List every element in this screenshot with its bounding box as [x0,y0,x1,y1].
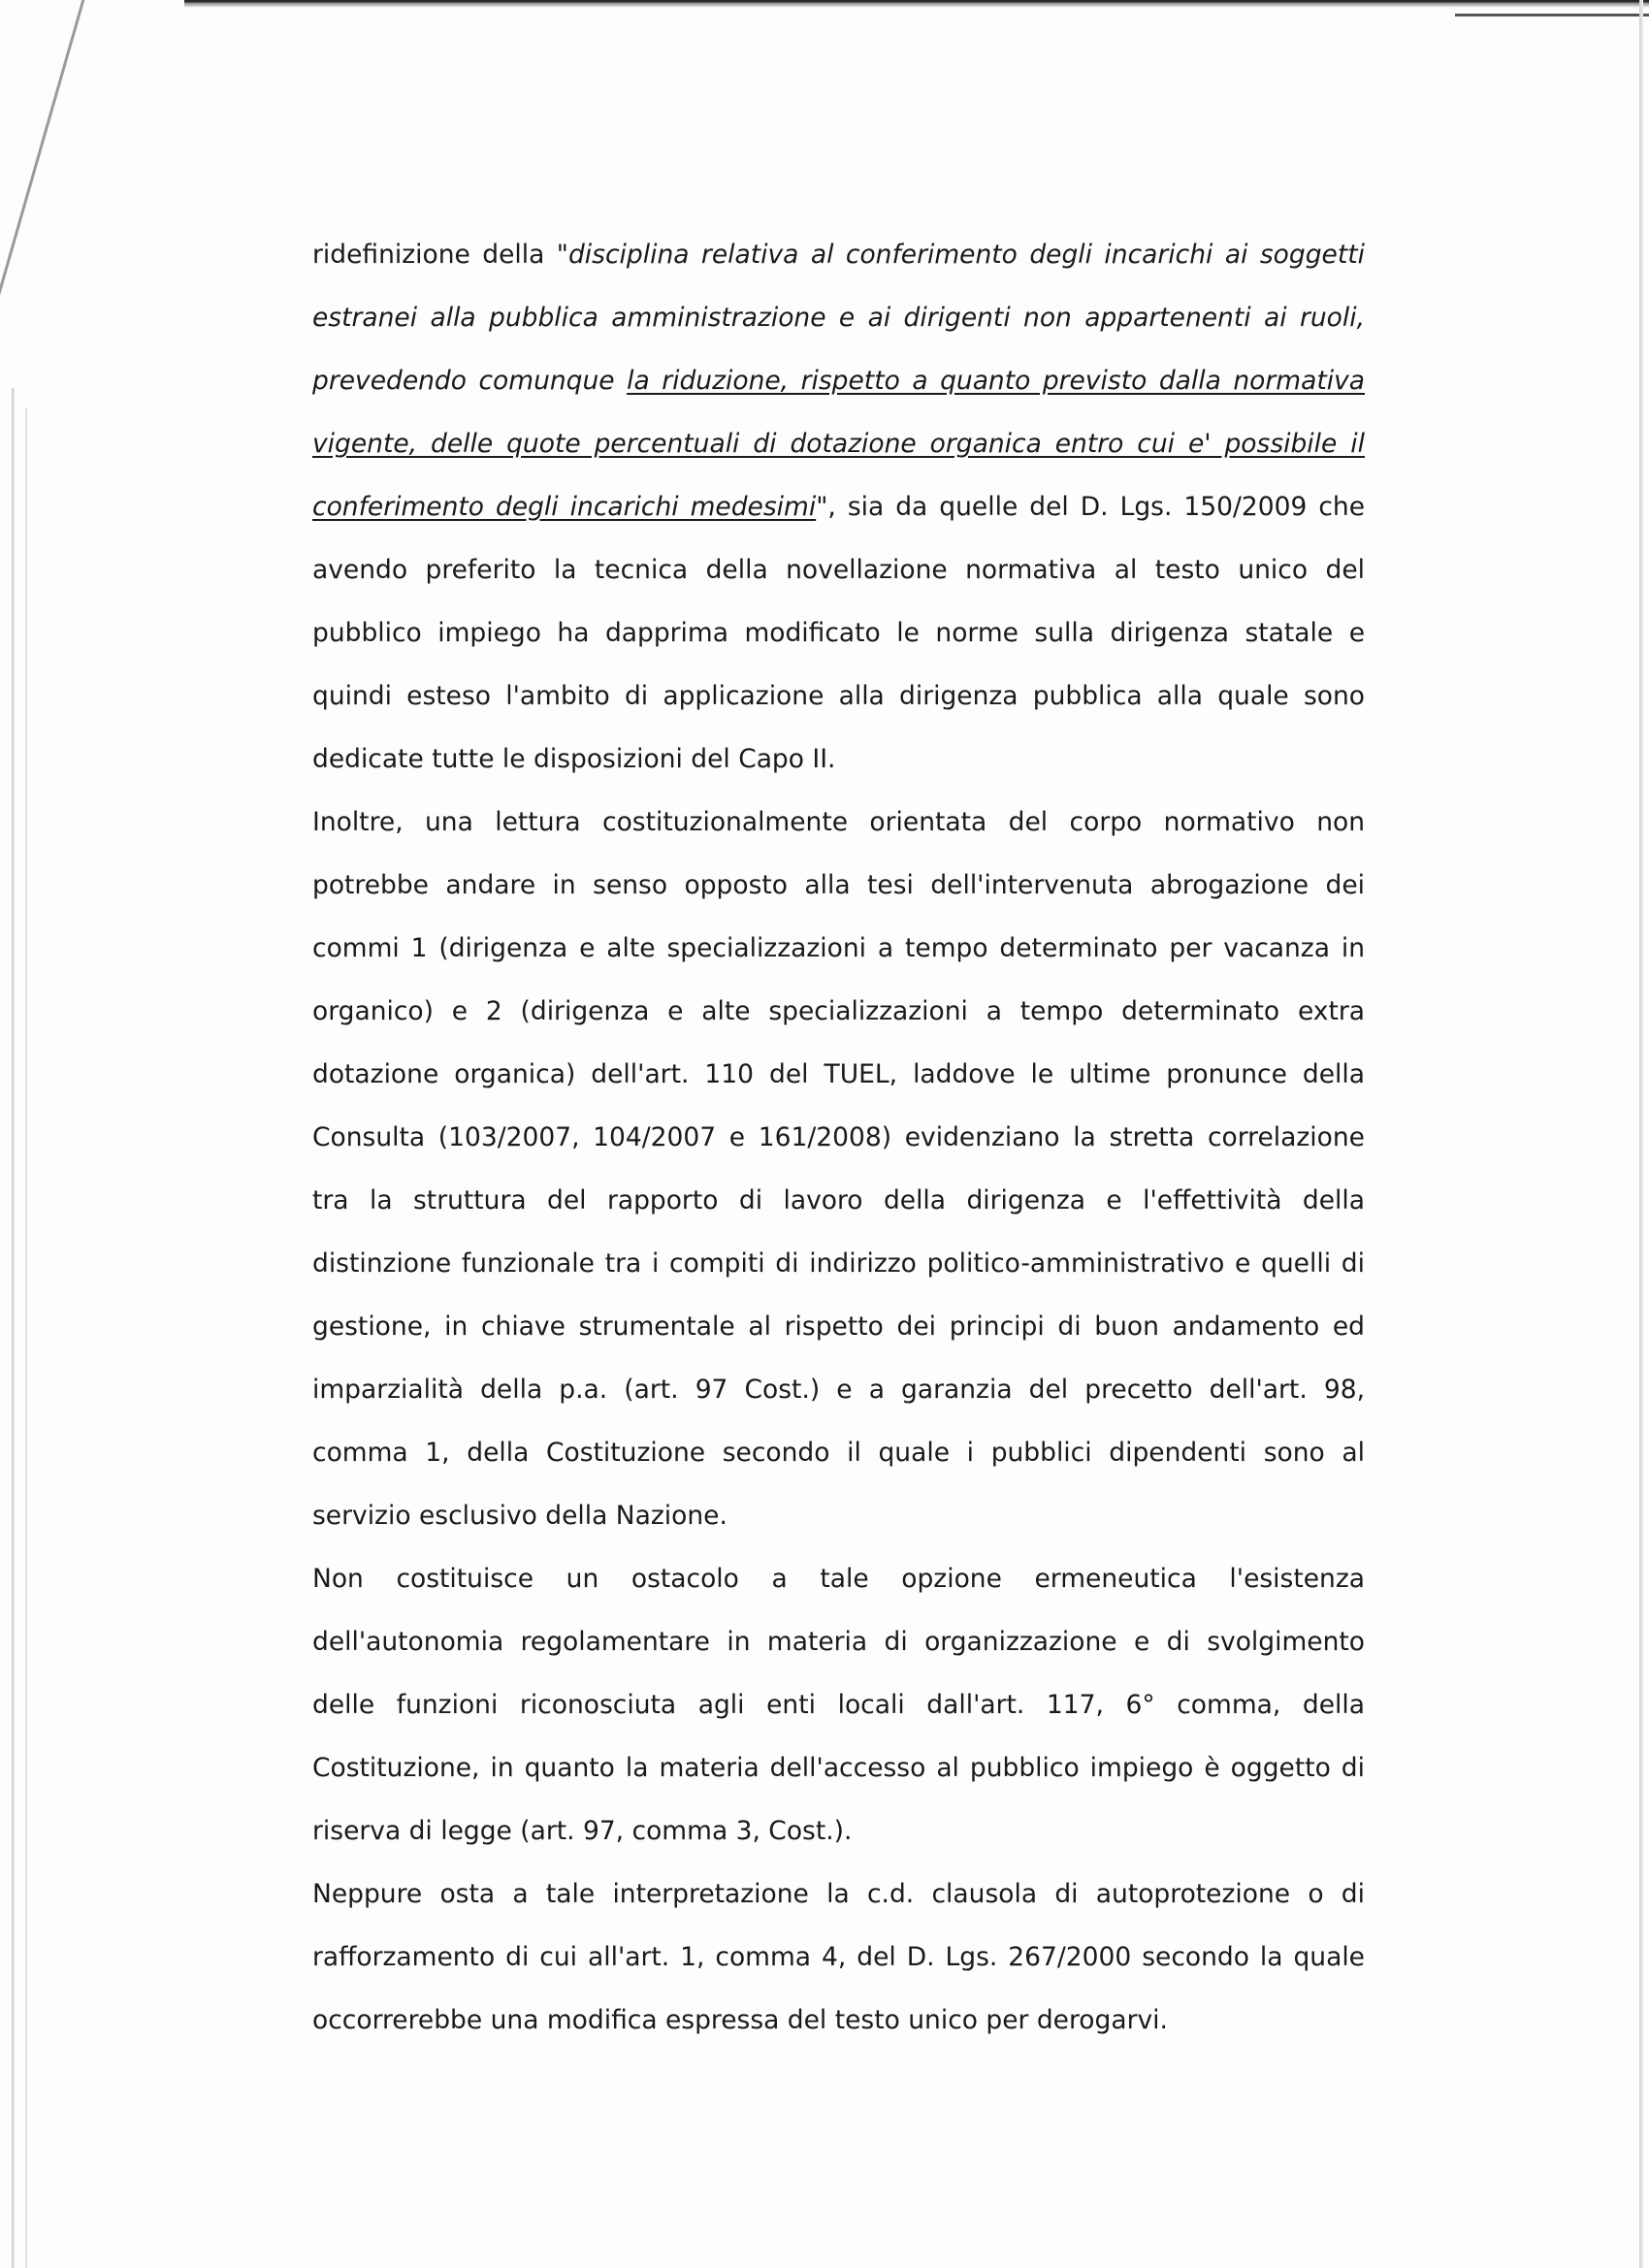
text-segment: ridefinizione della " [312,240,568,270]
scan-edge-top-secondary [1455,14,1649,16]
paragraph-4 [312,1863,1365,2052]
document-body [312,223,1365,2052]
text-segment-italic-underlined: la riduzione, rispetto a quanto previsto dalla normativa vigente, delle quote percentuali di dotazione organica entro cui e' possibile il conferimento degli incarichi medesimi [312,366,1365,522]
paragraph-2 [312,791,1365,1547]
text-segment-italic: " [816,492,828,522]
scan-edge-left-diagonal [0,0,90,373]
text-segment: , sia da quelle del D. Lgs. 150/2009 che avendo preferito la tecnica della novellazione normativa al testo unico del pubblico impiego ha dapprima modificato le norme sulla dirigenza statale e quindi esteso l'ambito di applicazione alla dirigenza pubblica alla quale sono dedicate tutte le disposizioni del Capo II. [312,492,1365,774]
text-segment-italic: disciplina relativa al conferimento degli incarichi ai soggetti estranei alla pubblica amministrazione e ai dirigenti non appartenenti ai ruoli, prevedendo comunque [312,240,1365,396]
scan-edge-left-inner [25,407,27,2268]
scan-edge-top [184,0,1649,8]
scan-edge-right [1639,0,1643,2268]
text-segment: Neppure osta a tale interpretazione la c.d. clausola di autoprotezione o di rafforzamento di cui all'art. 1, comma 4, del D. Lgs. 267/2000 secondo la quale occorrerebbe una modifica espressa del testo unico per derogarvi. [312,1879,1365,2035]
text-segment: Inoltre, una lettura costituzionalmente orientata del corpo normativo non potrebbe andare in senso opposto alla tesi dell'intervenuta abrogazione dei commi 1 (dirigenza e alte specializzazioni a tempo determinato per vacanza in organico) e 2 (dirigenza e alte specializzazioni a tempo determinato extra dotazione organica) dell'art. 110 del TUEL, laddove le ultime pronunce della Consulta (103/2007, 104/2007 e 161/2008) evidenziano la stretta correlazione tra la struttura del rapporto di lavoro della dirigenza e l'effettività della distinzione funzionale tra i compiti di indirizzo politico-amministrativo e quelli di gestione, in chiave strumentale al rispetto dei principi di buon andamento ed imparzialità della p.a. (art. 97 Cost.) e a garanzia del precetto dell'art. 98, comma 1, della Costituzione secondo il quale i pubblici dipendenti sono al servizio esclusivo della Nazione. [312,807,1365,1531]
text-segment: Non costituisce un ostacolo a tale opzione ermeneutica l'esistenza dell'autonomia regolamentare in materia di organizzazione e di svolgimento delle funzioni riconosciuta agli enti locali dall'art. 117, 6° comma, della Costituzione, in quanto la materia dell'accesso al pubblico impiego è oggetto di riserva di legge (art. 97, comma 3, Cost.). [312,1564,1365,1846]
scan-edge-left [12,388,15,2268]
paragraph-3 [312,1547,1365,1863]
paragraph-1 [312,223,1365,791]
